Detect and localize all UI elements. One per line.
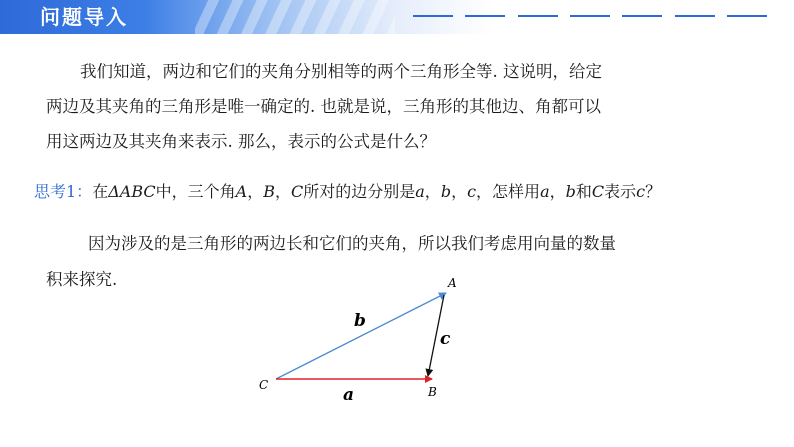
vector-a-label: a — [343, 385, 355, 405]
section-title: 问题导入 — [40, 5, 128, 29]
vector-b-label: b — [354, 311, 366, 331]
triangle-symbol: ΔABC — [108, 182, 156, 201]
think-text: ？ — [645, 182, 662, 201]
side-b: b — [440, 182, 452, 201]
vector-b-arrow — [276, 293, 446, 379]
think-label: 思考1： — [34, 182, 93, 201]
angle-B: B — [263, 182, 275, 201]
think-text: ，怎样用 — [476, 182, 541, 201]
vertex-B-label: B — [428, 385, 437, 399]
side-a: a — [540, 182, 550, 201]
intro-line-2: 两边及其夹角的三角形是唯一确定的. 也就是说，三角形的其他边、角都可以 — [46, 97, 601, 116]
think-text: 表示 — [604, 182, 637, 201]
side-c: c — [467, 182, 477, 201]
explain-line-2: 积来探究. — [46, 270, 118, 289]
separator: ， — [247, 182, 264, 201]
angle-C: C — [591, 182, 605, 201]
side-a: a — [415, 182, 425, 201]
side-b: b — [565, 182, 576, 201]
think-text: 和 — [575, 182, 592, 201]
think-text: 在 — [92, 182, 109, 201]
intro-line-1: 我们知道，两边和它们的夹角分别相等的两个三角形全等. 这说明，给定 — [80, 62, 602, 81]
angle-C: C — [290, 182, 304, 201]
think-text: 中，三个角 — [155, 182, 236, 201]
separator: ， — [451, 182, 468, 201]
think-text: 所对的边分别是 — [303, 182, 416, 201]
vertex-C-label: C — [259, 378, 269, 392]
separator: ， — [274, 182, 291, 201]
explain-line-1: 因为涉及的是三角形的两边长和它们的夹角，所以我们考虑用向量的数量 — [88, 234, 616, 253]
intro-line-3: 用这两边及其夹角来表示. 那么，表示的公式是什么？ — [46, 132, 436, 151]
vector-c-label: c — [440, 329, 451, 349]
separator: ， — [549, 182, 566, 201]
vertex-A-label: A — [448, 276, 457, 290]
angle-A: A — [235, 182, 248, 201]
side-c: c — [636, 182, 646, 201]
separator: ， — [424, 182, 441, 201]
